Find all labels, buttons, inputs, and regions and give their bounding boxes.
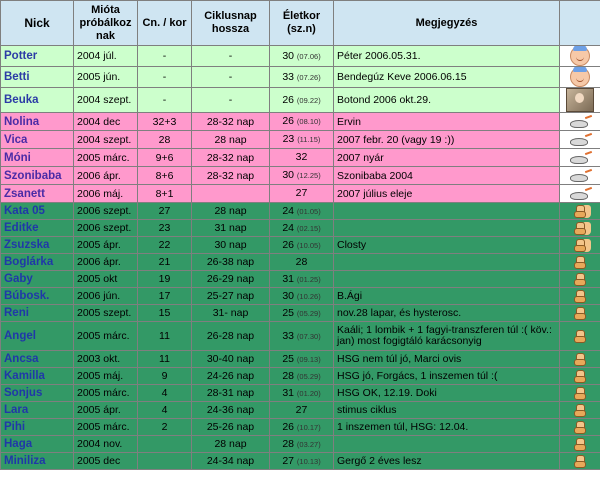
- cell-note: B.Ági: [334, 288, 560, 305]
- cell-cn-age: 9: [138, 368, 192, 385]
- cell-age: [270, 305, 334, 322]
- cell-age: [270, 453, 334, 470]
- stork-icon: [568, 168, 592, 184]
- cell-note: 2007 febr. 20 (vagy 19 :)): [334, 131, 560, 149]
- table-row: [1, 149, 600, 167]
- cell-cn-age: [138, 453, 192, 470]
- cell-nick: Kata 05: [1, 203, 74, 220]
- cell-cn-age: 8+6: [138, 167, 192, 185]
- cell-icon: [560, 368, 600, 385]
- cell-age: [270, 436, 334, 453]
- cell-since: 2006 máj.: [74, 185, 138, 203]
- age-value: 24: [282, 221, 294, 234]
- age-value: 31: [282, 386, 294, 399]
- header-since: Mióta próbálkoz nak: [74, 1, 138, 46]
- table-row: [1, 67, 600, 88]
- cell-cycle: -: [192, 46, 270, 67]
- age-birthday: (10.05): [296, 240, 321, 250]
- cell-nick: Reni: [1, 305, 74, 322]
- cell-age: [270, 113, 334, 131]
- cell-cycle: 28 nap: [192, 436, 270, 453]
- cell-since: 2003 okt.: [74, 351, 138, 368]
- cell-icon: [560, 67, 600, 88]
- header-cn-age: Cn. / kor: [138, 1, 192, 46]
- cell-since: 2005 ápr.: [74, 237, 138, 254]
- header-age: Életkor (sz.n): [270, 1, 334, 46]
- age-value: 31: [282, 272, 294, 285]
- cell-since: 2004 szept.: [74, 88, 138, 113]
- age-value: 27: [295, 187, 308, 199]
- table-row: [1, 419, 600, 436]
- cell-note: [334, 203, 560, 220]
- age-birthday: (09.22): [296, 95, 321, 105]
- crossed-fingers-icon: [573, 330, 587, 343]
- cell-nick: Gaby: [1, 271, 74, 288]
- cell-cn-age: -: [138, 88, 192, 113]
- cell-icon: [560, 254, 600, 271]
- cell-note: Closty: [334, 237, 560, 254]
- cell-nick: Szonibaba: [1, 167, 74, 185]
- crossed-fingers-icon: [573, 353, 587, 366]
- cell-since: 2005 márc.: [74, 149, 138, 167]
- cell-age: [270, 167, 334, 185]
- cell-since: 2004 nov.: [74, 436, 138, 453]
- cell-nick: Zsanett: [1, 185, 74, 203]
- cell-cn-age: 9+6: [138, 149, 192, 167]
- cell-age: [270, 351, 334, 368]
- cell-note: stimus ciklus: [334, 402, 560, 419]
- table-row: [1, 385, 600, 402]
- cell-nick: Potter: [1, 46, 74, 67]
- cell-since: 2005 dec: [74, 453, 138, 470]
- cell-icon: [560, 419, 600, 436]
- cell-nick: Ancsa: [1, 351, 74, 368]
- cell-since: 2004 júl.: [74, 46, 138, 67]
- crossed-fingers-icon: [573, 404, 587, 417]
- header-icon: [560, 1, 600, 46]
- cell-cn-age: 27: [138, 203, 192, 220]
- cell-since: 2006 szept.: [74, 220, 138, 237]
- table-row: [1, 288, 600, 305]
- age-value: 27: [282, 454, 294, 467]
- cell-cn-age: 21: [138, 254, 192, 271]
- cell-icon: [560, 322, 600, 351]
- cell-note: 2007 július eleje: [334, 185, 560, 203]
- cell-since: 2004 dec: [74, 113, 138, 131]
- stork-icon: [568, 150, 592, 166]
- cell-age: [270, 131, 334, 149]
- cell-note: [334, 271, 560, 288]
- header-nick: Nick: [1, 1, 74, 46]
- age-value: 25: [282, 306, 294, 319]
- age-birthday: (03.27): [296, 439, 321, 449]
- cell-age: [270, 88, 334, 113]
- age-value: 25: [282, 352, 294, 365]
- cell-age: [270, 271, 334, 288]
- cell-cn-age: 4: [138, 402, 192, 419]
- cell-cycle: 25-27 nap: [192, 288, 270, 305]
- cell-age: [270, 322, 334, 351]
- crossed-fingers-icon: [573, 370, 587, 383]
- cell-cycle: -: [192, 88, 270, 113]
- cell-cn-age: 11: [138, 322, 192, 351]
- crossed-fingers-icon: [573, 222, 587, 235]
- cell-cycle: 24-26 nap: [192, 368, 270, 385]
- cell-since: 2005 okt: [74, 271, 138, 288]
- age-birthday: (07.26): [296, 72, 321, 82]
- cell-icon: [560, 288, 600, 305]
- table-row: [1, 368, 600, 385]
- cell-cycle: -: [192, 67, 270, 88]
- stork-icon: [568, 186, 592, 202]
- cell-icon: [560, 305, 600, 322]
- cell-age: [270, 368, 334, 385]
- cell-note: Kaáli; 1 lombik + 1 fagyi-transzferen túl :( köv.: jan) most fogigtáló karácsonyig: [334, 322, 560, 351]
- cell-nick: Betti: [1, 67, 74, 88]
- cell-age: [270, 220, 334, 237]
- age-value: 26: [282, 93, 294, 106]
- cell-age: [270, 67, 334, 88]
- cell-nick: Zsuzska: [1, 237, 74, 254]
- cell-cycle: 28-32 nap: [192, 167, 270, 185]
- table-row: [1, 167, 600, 185]
- header-row: [1, 1, 600, 46]
- table-row: [1, 46, 600, 67]
- table-row: [1, 237, 600, 254]
- cell-cycle: 24-34 nap: [192, 453, 270, 470]
- cell-nick: Beuka: [1, 88, 74, 113]
- age-value: 26: [282, 115, 294, 127]
- crossed-fingers-icon: [573, 290, 587, 303]
- cell-age: [270, 46, 334, 67]
- cell-cn-age: 11: [138, 351, 192, 368]
- cell-cn-age: [138, 436, 192, 453]
- age-birthday: (07.30): [296, 331, 321, 341]
- cell-nick: Lara: [1, 402, 74, 419]
- cell-icon: [560, 113, 600, 131]
- cell-cycle: 31 nap: [192, 220, 270, 237]
- cell-cycle: 31- nap: [192, 305, 270, 322]
- baby-icon: [570, 46, 590, 66]
- header-cycle: Ciklusnap hossza: [192, 1, 270, 46]
- cell-cycle: 28 nap: [192, 203, 270, 220]
- cell-age: [270, 288, 334, 305]
- table-row: [1, 402, 600, 419]
- age-birthday: (11.15): [297, 135, 321, 144]
- cell-icon: [560, 237, 600, 254]
- cell-cn-age: 22: [138, 237, 192, 254]
- cell-note: Botond 2006 okt.29.: [334, 88, 560, 113]
- table-row: [1, 271, 600, 288]
- cell-age: [270, 419, 334, 436]
- cell-cycle: 30-40 nap: [192, 351, 270, 368]
- age-birthday: (08.10): [296, 117, 321, 126]
- cell-icon: [560, 46, 600, 67]
- cell-icon: [560, 167, 600, 185]
- cell-since: 2006 ápr.: [74, 254, 138, 271]
- cell-cn-age: 2: [138, 419, 192, 436]
- cell-age: [270, 149, 334, 167]
- crossed-fingers-icon: [573, 205, 587, 218]
- cell-cn-age: 23: [138, 220, 192, 237]
- cell-note: Bendegúz Keve 2006.06.15: [334, 67, 560, 88]
- crossed-fingers-icon: [573, 273, 587, 286]
- cell-age: [270, 402, 334, 419]
- age-birthday: (02.15): [296, 223, 321, 233]
- age-value: 28: [295, 255, 308, 268]
- age-birthday: (10.13): [296, 456, 321, 466]
- cell-cn-age: 17: [138, 288, 192, 305]
- age-value: 24: [282, 204, 294, 217]
- cell-cn-age: 28: [138, 131, 192, 149]
- table-row: [1, 453, 600, 470]
- cell-since: 2006 jún.: [74, 288, 138, 305]
- table-row: [1, 436, 600, 453]
- baby-icon: [570, 67, 590, 87]
- table-row: [1, 305, 600, 322]
- baby-photo-icon: [566, 88, 594, 112]
- crossed-fingers-icon: [573, 455, 587, 468]
- age-value: 30: [282, 289, 294, 302]
- cell-icon: [560, 185, 600, 203]
- cell-note: 1 inszemen túl, HSG: 12.04.: [334, 419, 560, 436]
- table-row: [1, 185, 600, 203]
- age-value: 26: [282, 420, 294, 433]
- cell-since: 2004 szept.: [74, 131, 138, 149]
- cell-icon: [560, 88, 600, 113]
- cell-age: [270, 385, 334, 402]
- crossed-fingers-icon: [573, 421, 587, 434]
- cell-nick: Móni: [1, 149, 74, 167]
- age-birthday: (05.29): [296, 371, 321, 381]
- age-birthday: (07.06): [296, 51, 321, 61]
- age-birthday: (05.29): [296, 308, 321, 318]
- table-row: [1, 131, 600, 149]
- cell-note: Ervin: [334, 113, 560, 131]
- cell-since: 2005 márc.: [74, 322, 138, 351]
- cell-since: 2005 máj.: [74, 368, 138, 385]
- age-birthday: (10.26): [296, 291, 321, 301]
- crossed-fingers-icon: [573, 239, 587, 252]
- cell-note: nov.28 lapar, és hysterosc.: [334, 305, 560, 322]
- age-value: 33: [282, 329, 294, 342]
- cell-cycle: 25-26 nap: [192, 419, 270, 436]
- cell-nick: Editke: [1, 220, 74, 237]
- age-value: 27: [295, 403, 308, 416]
- cell-nick: Boglárka: [1, 254, 74, 271]
- cell-cycle: 28-31 nap: [192, 385, 270, 402]
- age-value: 23: [282, 133, 295, 145]
- age-birthday: (01.05): [296, 206, 321, 216]
- header-note: Megjegyzés: [334, 1, 560, 46]
- cell-note: Gergő 2 éves lesz: [334, 453, 560, 470]
- age-birthday: (12.25): [296, 171, 321, 180]
- cell-since: 2006 szept.: [74, 203, 138, 220]
- cell-icon: [560, 436, 600, 453]
- crossed-fingers-icon: [573, 256, 587, 269]
- cell-since: 2005 ápr.: [74, 402, 138, 419]
- cell-note: HSG nem túl jó, Marci ovis: [334, 351, 560, 368]
- cell-age: [270, 254, 334, 271]
- cell-nick: Angel: [1, 322, 74, 351]
- age-birthday: (01.20): [296, 388, 321, 398]
- cell-since: 2005 szept.: [74, 305, 138, 322]
- cell-nick: Vica: [1, 131, 74, 149]
- cell-note: Szonibaba 2004: [334, 167, 560, 185]
- age-birthday: (01.25): [296, 274, 321, 284]
- cell-cycle: 30 nap: [192, 237, 270, 254]
- cell-note: HSG jó, Forgács, 1 inszemen túl :(: [334, 368, 560, 385]
- cell-cycle: 28-32 nap: [192, 113, 270, 131]
- cell-nick: Miniliza: [1, 453, 74, 470]
- cell-note: [334, 220, 560, 237]
- cell-icon: [560, 385, 600, 402]
- table-row: [1, 351, 600, 368]
- cell-cn-age: 15: [138, 305, 192, 322]
- cell-note: Péter 2006.05.31.: [334, 46, 560, 67]
- cell-since: 2006 ápr.: [74, 167, 138, 185]
- cell-nick: Búbosk.: [1, 288, 74, 305]
- cell-nick: Nolina: [1, 113, 74, 131]
- age-value: 30: [282, 169, 294, 181]
- age-value: 26: [282, 238, 294, 251]
- cell-icon: [560, 453, 600, 470]
- cell-icon: [560, 149, 600, 167]
- cell-note: HSG OK, 12.19. Doki: [334, 385, 560, 402]
- cell-cycle: 24-36 nap: [192, 402, 270, 419]
- cell-since: 2005 márc.: [74, 419, 138, 436]
- age-birthday: (10.17): [296, 422, 321, 432]
- age-value: 28: [282, 437, 294, 450]
- stork-icon: [568, 114, 592, 130]
- cell-icon: [560, 271, 600, 288]
- stork-icon: [568, 132, 592, 148]
- cell-icon: [560, 131, 600, 149]
- cell-nick: Haga: [1, 436, 74, 453]
- cell-cn-age: -: [138, 67, 192, 88]
- table-row: [1, 203, 600, 220]
- cell-age: [270, 203, 334, 220]
- age-birthday: (09.13): [296, 354, 321, 364]
- cell-cycle: 28-32 nap: [192, 149, 270, 167]
- cell-since: 2005 jún.: [74, 67, 138, 88]
- age-value: 30: [282, 49, 294, 62]
- cell-icon: [560, 203, 600, 220]
- age-value: 28: [282, 369, 294, 382]
- table-row: [1, 220, 600, 237]
- cell-icon: [560, 351, 600, 368]
- cell-note: 2007 nyár: [334, 149, 560, 167]
- cell-cycle: 26-38 nap: [192, 254, 270, 271]
- cell-icon: [560, 220, 600, 237]
- cell-nick: Kamilla: [1, 368, 74, 385]
- table-row: [1, 113, 600, 131]
- cell-cycle: [192, 185, 270, 203]
- cell-nick: Pihi: [1, 419, 74, 436]
- cell-cn-age: 32+3: [138, 113, 192, 131]
- cell-cycle: 26-29 nap: [192, 271, 270, 288]
- cell-age: [270, 237, 334, 254]
- cell-cycle: 28 nap: [192, 131, 270, 149]
- cell-cycle: 26-28 nap: [192, 322, 270, 351]
- cell-note: [334, 436, 560, 453]
- cell-cn-age: 4: [138, 385, 192, 402]
- age-value: 32: [295, 151, 308, 163]
- cell-age: [270, 185, 334, 203]
- crossed-fingers-icon: [573, 307, 587, 320]
- cell-nick: Sonjus: [1, 385, 74, 402]
- table-row: [1, 322, 600, 351]
- cell-note: [334, 254, 560, 271]
- cell-since: 2005 márc.: [74, 385, 138, 402]
- age-value: 33: [282, 70, 294, 83]
- cell-cn-age: -: [138, 46, 192, 67]
- crossed-fingers-icon: [573, 387, 587, 400]
- table-row: [1, 254, 600, 271]
- cell-cn-age: 8+1: [138, 185, 192, 203]
- crossed-fingers-icon: [573, 438, 587, 451]
- cell-cn-age: 19: [138, 271, 192, 288]
- cell-icon: [560, 402, 600, 419]
- table-row: [1, 88, 600, 113]
